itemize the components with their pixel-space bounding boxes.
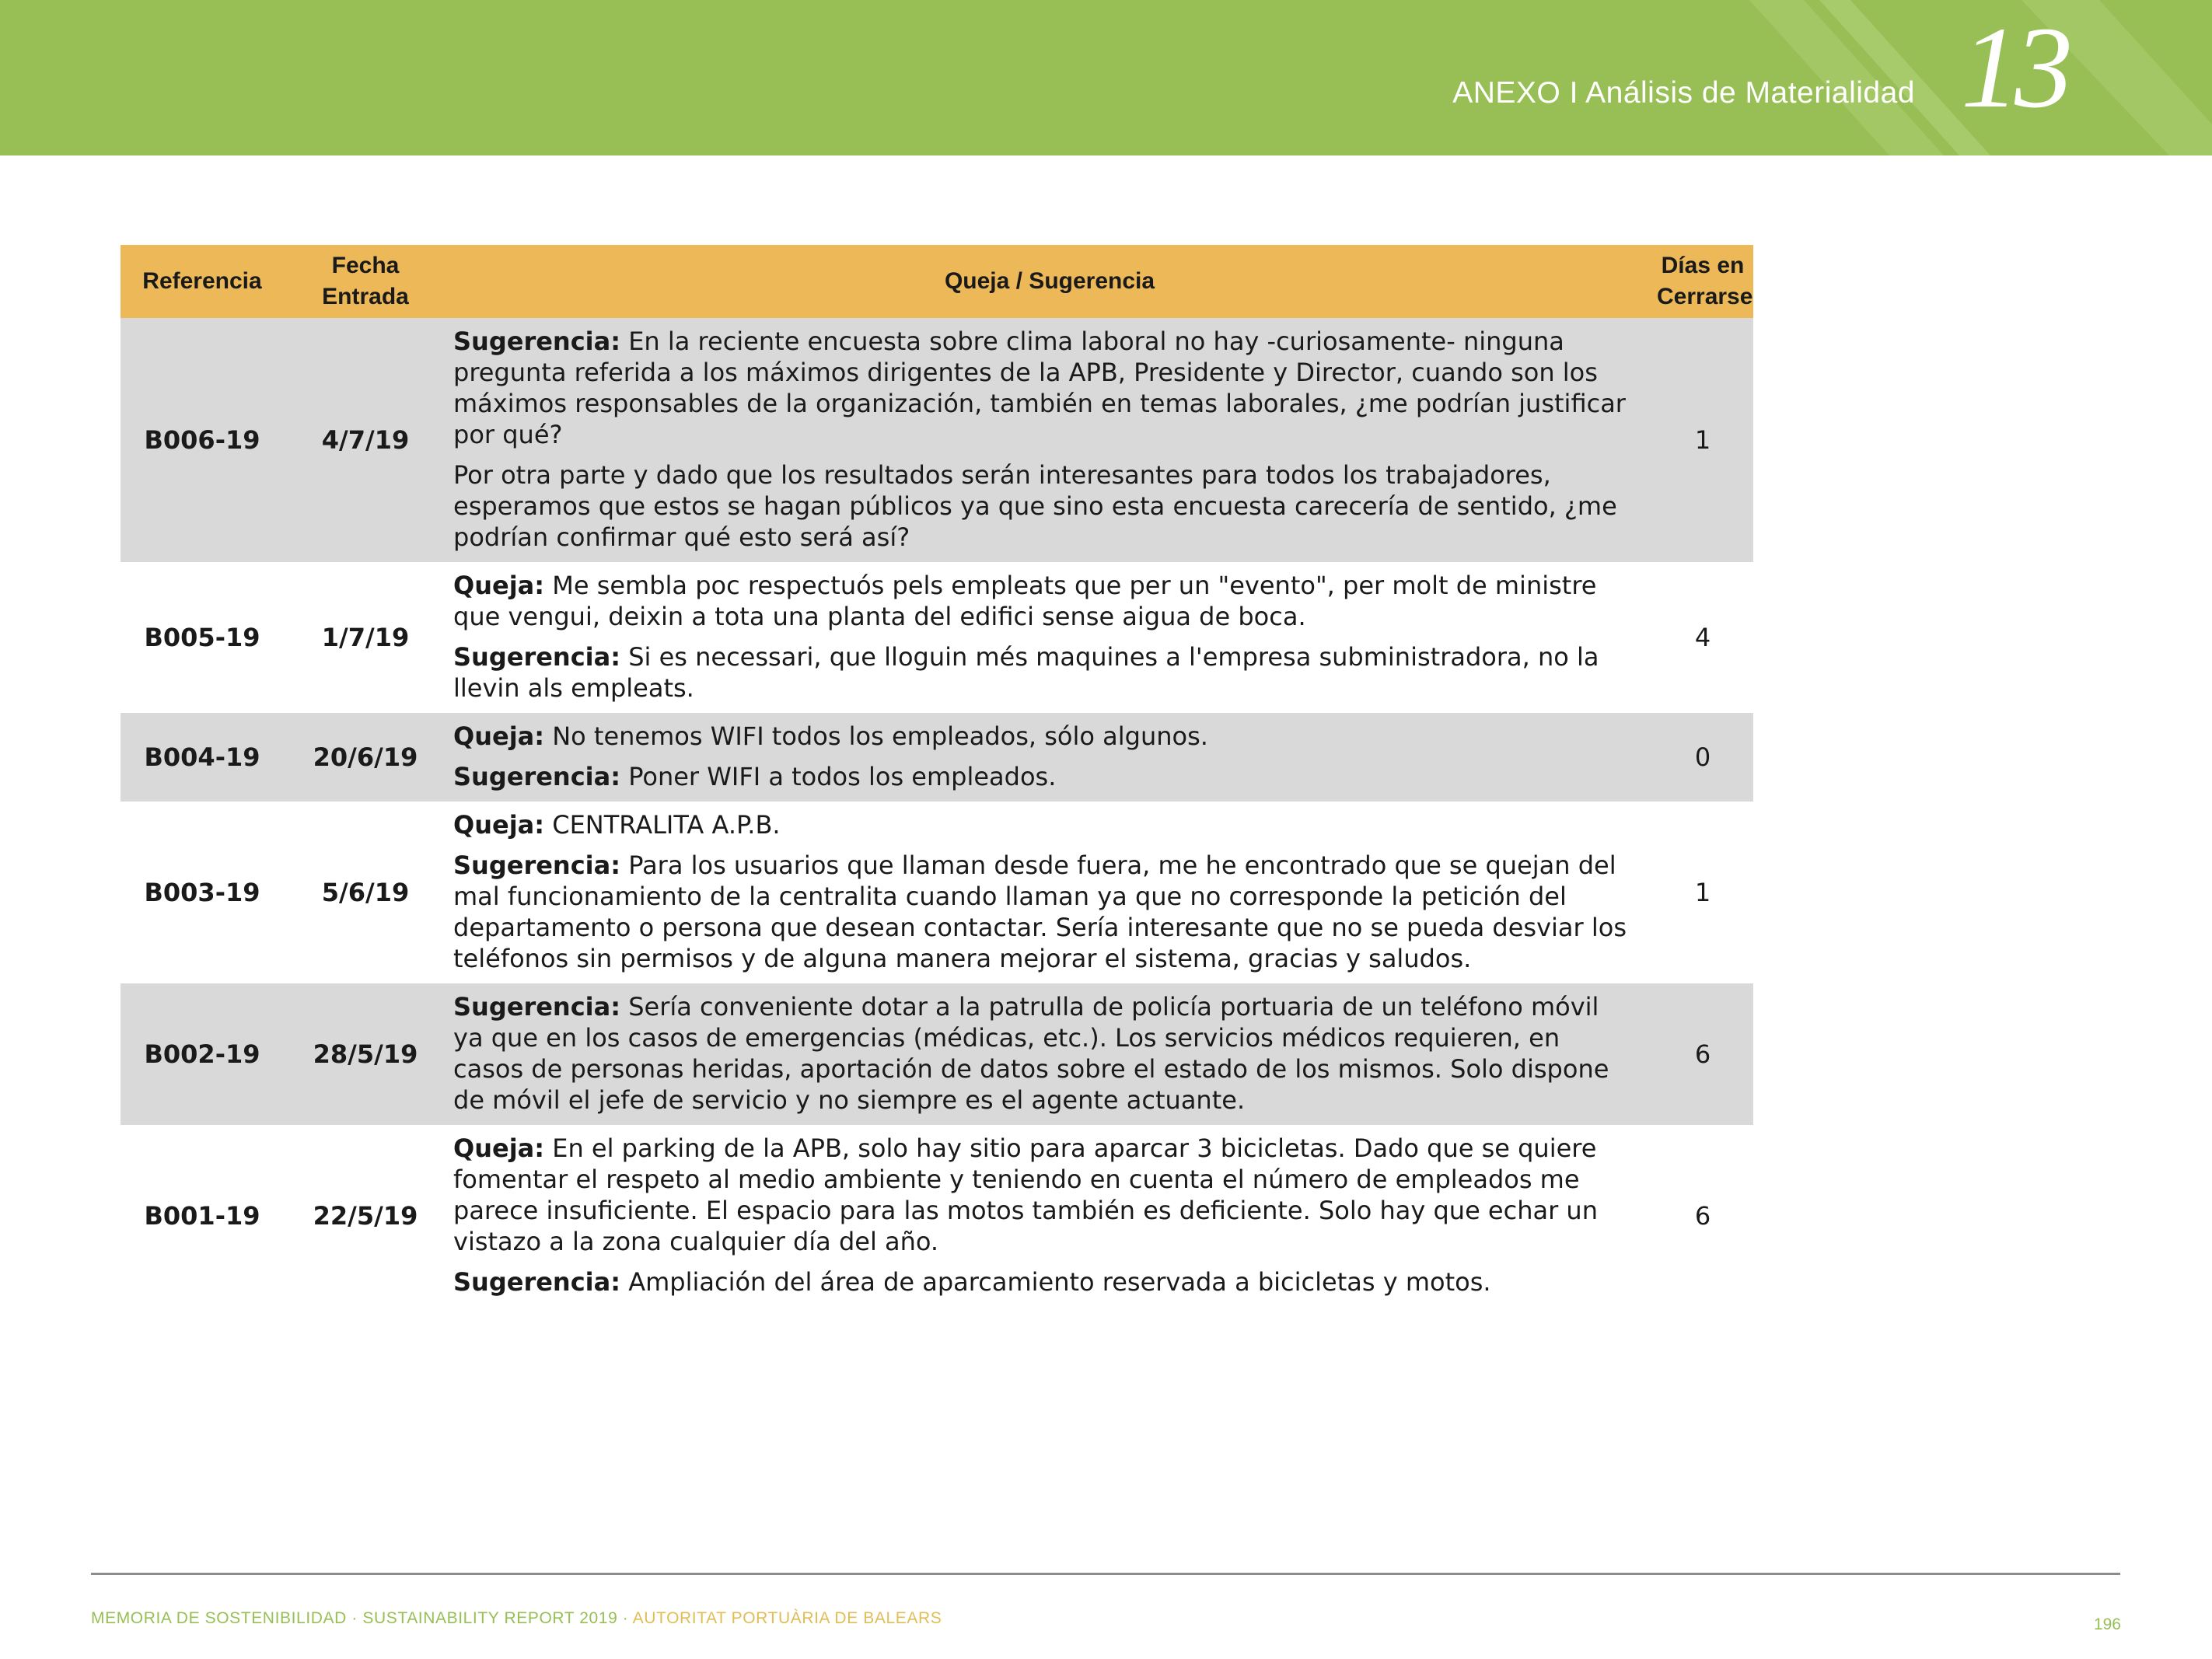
date-cell: 1/7/19 xyxy=(321,623,410,652)
table-row xyxy=(121,318,1753,562)
table-row xyxy=(121,983,1753,1125)
entry-paragraph xyxy=(453,326,1629,450)
description-cell xyxy=(447,562,1652,713)
entry-text: Sería conveniente dotar a la patrulla de policía portuaria de un teléfono móvil ya que en los casos de emergencias (médicas, etc.). Los servicios médicos requieren, en casos de personas heridas, aportación de datos sobre el estado de los mismos. Solo dispone de móvil el jefe de servicio y no siempre es el agente actuante. xyxy=(453,992,1609,1115)
complaints-table xyxy=(121,245,1753,1307)
days-cell: 6 xyxy=(1652,983,1753,1125)
description-cell xyxy=(447,713,1652,802)
date-cell: 22/5/19 xyxy=(313,1201,418,1231)
days-cell: 6 xyxy=(1694,1201,1711,1231)
entry-label: Queja: xyxy=(453,571,545,600)
entry-paragraph xyxy=(453,1266,1629,1298)
days-cell: 0 xyxy=(1652,713,1753,802)
column-header-fecha: Fecha Entrada xyxy=(284,245,447,318)
entry-paragraph xyxy=(453,1133,1629,1257)
entry-paragraph xyxy=(453,459,1629,553)
reference-cell: B003-19 xyxy=(144,878,260,907)
table-row xyxy=(121,802,1753,983)
description-cell xyxy=(447,318,1652,562)
table-row xyxy=(121,1125,1753,1307)
description-cell xyxy=(447,983,1652,1125)
entry-text: Si es necessari, que lloguin més maquines a l'empresa subministradora, no la llevin als empleats. xyxy=(453,642,1599,703)
column-header-queja-sugerencia: Queja / Sugerencia xyxy=(447,245,1652,318)
days-cell: 4 xyxy=(1694,623,1711,652)
entry-text: No tenemos WIFI todos los empleados, sólo algunos. xyxy=(544,721,1208,751)
entry-text: Poner WIFI a todos los empleados. xyxy=(620,762,1057,791)
entry-text: CENTRALITA A.P.B. xyxy=(544,810,781,840)
description-cell xyxy=(447,802,1652,983)
entry-text: Ampliación del área de aparcamiento reservada a bicicletas y motos. xyxy=(620,1267,1491,1297)
entry-paragraph xyxy=(453,991,1629,1116)
days-cell: 1 xyxy=(1694,878,1711,907)
column-header-dias: Días en Cerrarse xyxy=(1652,245,1753,318)
date-cell: 20/6/19 xyxy=(284,713,447,802)
entry-text: Me sembla poc respectuós pels empleats que per un "evento", per molt de ministre que vengui, deixin a tota una planta del edifici sense aigua de boca. xyxy=(453,571,1597,631)
footer-divider xyxy=(91,1573,2120,1575)
entry-label: Sugerencia: xyxy=(453,327,621,356)
reference-cell: B005-19 xyxy=(144,623,260,652)
entry-paragraph xyxy=(453,641,1629,704)
entry-paragraph xyxy=(453,850,1629,974)
entry-label: Sugerencia: xyxy=(453,850,621,880)
entry-paragraph xyxy=(453,721,1629,752)
entry-label: Queja: xyxy=(453,1133,545,1163)
page-number: 196 xyxy=(2093,1615,2121,1633)
header-band xyxy=(0,0,2212,155)
table-row xyxy=(121,713,1753,802)
entry-text: En el parking de la APB, solo hay sitio para aparcar 3 bicicletas. Dado que se quiere fomentar el respeto al medio ambiente y teniendo en cuenta el número de empleados me parece insuficiente. El espacio para las motos también es deficiente. Solo hay que echar un vistazo a la zona cualquier día del año. xyxy=(453,1133,1598,1256)
description-cell xyxy=(447,1125,1652,1307)
footer-caption xyxy=(91,1609,942,1628)
footer-report-title: MEMORIA DE SOSTENIBILIDAD · SUSTAINABILITY REPORT 2019 · xyxy=(91,1609,633,1627)
entry-paragraph xyxy=(453,761,1629,792)
reference-cell: B006-19 xyxy=(121,318,284,562)
days-cell: 1 xyxy=(1652,318,1753,562)
chapter-number: 13 xyxy=(1961,3,2068,132)
date-cell: 4/7/19 xyxy=(284,318,447,562)
entry-text: Por otra parte y dado que los resultados serán interesantes para todos los trabajadores, esperamos que estos se hagan públicos ya que sino esta encuesta carecería de sentido, ¿me podrían confirmar qué esto será así? xyxy=(453,460,1617,552)
entry-label: Sugerencia: xyxy=(453,992,621,1022)
footer-organization: AUTORITAT PORTUÀRIA DE BALEARS xyxy=(632,1609,942,1627)
table-row xyxy=(121,562,1753,713)
reference-cell: B002-19 xyxy=(121,983,284,1125)
entry-label: Sugerencia: xyxy=(453,762,621,791)
entry-label: Queja: xyxy=(453,810,545,840)
section-title: ANEXO I Análisis de Materialidad xyxy=(1452,76,1915,110)
entry-paragraph xyxy=(453,809,1629,840)
column-header-referencia: Referencia xyxy=(121,245,284,318)
reference-cell: B001-19 xyxy=(144,1201,260,1231)
entry-text: Para los usuarios que llaman desde fuera, me he encontrado que se quejan del mal funcionamiento de la centralita cuando llaman ya que no corresponde la petición del departamento o persona que desean contactar. Sería interesante que no se pueda desviar los teléfonos sin permisos y de alguna manera mejorar el sistema, gracias y saludos. xyxy=(453,850,1627,973)
entry-text: En la reciente encuesta sobre clima laboral no hay -curiosamente- ninguna pregunta referida a los máximos dirigentes de la APB, Presidente y Director, cuando son los máximos responsables de la organización, también en temas laborales, ¿me podrían justificar por qué? xyxy=(453,327,1626,449)
table-header-row xyxy=(121,245,1753,318)
entry-paragraph xyxy=(453,570,1629,632)
reference-cell: B004-19 xyxy=(121,713,284,802)
entry-label: Sugerencia: xyxy=(453,642,621,672)
date-cell: 5/6/19 xyxy=(321,878,410,907)
entry-label: Queja: xyxy=(453,721,545,751)
entry-label: Sugerencia: xyxy=(453,1267,621,1297)
date-cell: 28/5/19 xyxy=(284,983,447,1125)
